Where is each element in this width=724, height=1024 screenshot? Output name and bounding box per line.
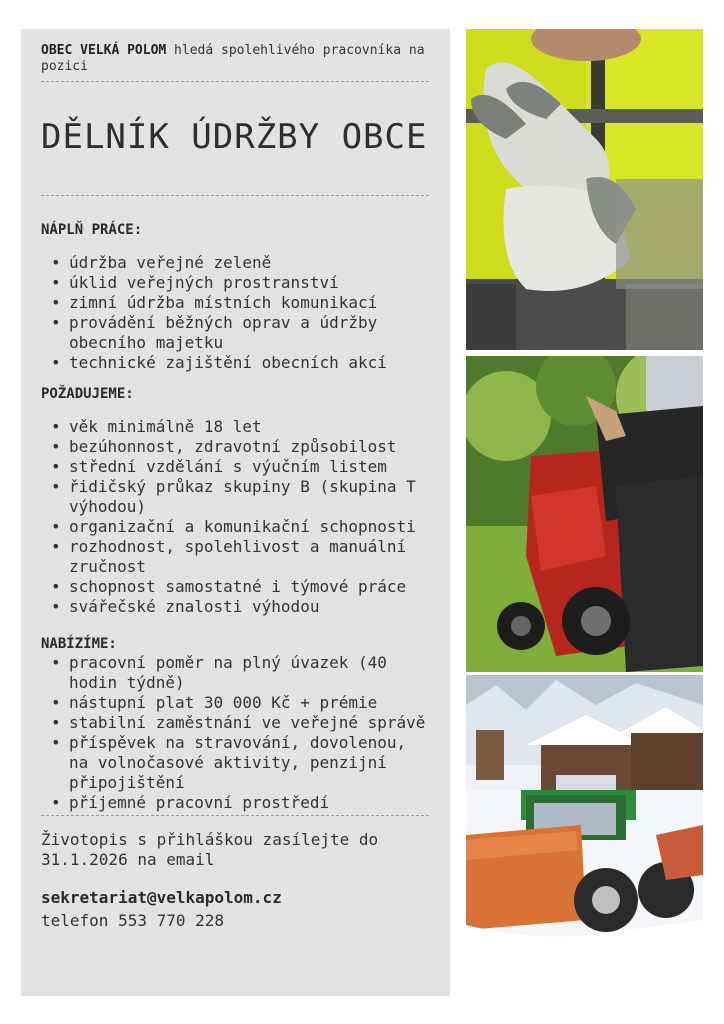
list-item: • technické zajištění obecních akcí	[41, 353, 430, 373]
list-item: • provádění běžných oprav a údržby obecního majetku	[41, 313, 430, 353]
application-instructions: Životopis s přihláškou zasílejte do 31.1.2026 na email	[41, 830, 379, 869]
offer-list	[41, 653, 430, 813]
section-heading-duties: NÁPLŇ PRÁCE:	[41, 222, 143, 238]
list-item: • zimní údržba místních komunikací	[41, 293, 430, 313]
intro-text	[41, 43, 430, 75]
list-item: • úklid veřejných prostranství	[41, 273, 430, 293]
list-item: • příspěvek na stravování, dovolenou, na volnočasové aktivity, penzijní připojištění	[41, 733, 430, 793]
list-item: • pracovní poměr na plný úvazek (40 hodin týdně)	[41, 653, 430, 693]
divider	[41, 815, 429, 816]
contact-email[interactable]: sekretariat@velkapolom.cz	[41, 888, 282, 907]
requirements-list	[41, 417, 430, 617]
list-item: • organizační a komunikační schopnosti	[41, 517, 430, 537]
section-heading-offer: NABÍZÍME:	[41, 636, 117, 652]
list-item: • stabilní zaměstnání ve veřejné správě	[41, 713, 430, 733]
contact-phone: telefon 553 770 228	[41, 911, 225, 930]
section-heading-requirements: POŽADUJEME:	[41, 386, 134, 402]
organization-name: OBEC VELKÁ POLOM	[41, 43, 167, 58]
list-item: • údržba veřejné zeleně	[41, 253, 430, 273]
list-item: • střední vzdělání s výučním listem	[41, 457, 430, 477]
list-item: • schopnost samostatné i týmové práce	[41, 577, 430, 597]
photo-lawn-mower	[466, 356, 703, 672]
list-item: • rozhodnost, spolehlivost a manuální zručnost	[41, 537, 430, 577]
list-item: • řidičský průkaz skupiny B (skupina T výhodou)	[41, 477, 430, 517]
job-ad-panel	[21, 29, 450, 996]
list-item: • příjemné pracovní prostředí	[41, 793, 430, 813]
intro-sentence: hledá spolehlivého pracovníka na pozici	[41, 43, 425, 74]
list-item: • svářečské znalosti výhodou	[41, 597, 430, 617]
list-item: • bezúhonnost, zdravotní způsobilost	[41, 437, 430, 457]
photo-worker-gloves	[466, 29, 703, 350]
photo-snow-plow	[466, 675, 703, 996]
divider	[41, 81, 429, 82]
divider	[41, 195, 429, 196]
job-title: DĚLNÍK ÚDRŽBY OBCE	[41, 117, 428, 157]
duties-list	[41, 253, 430, 373]
list-item: • věk minimálně 18 let	[41, 417, 430, 437]
list-item: • nástupní plat 30 000 Kč + prémie	[41, 693, 430, 713]
